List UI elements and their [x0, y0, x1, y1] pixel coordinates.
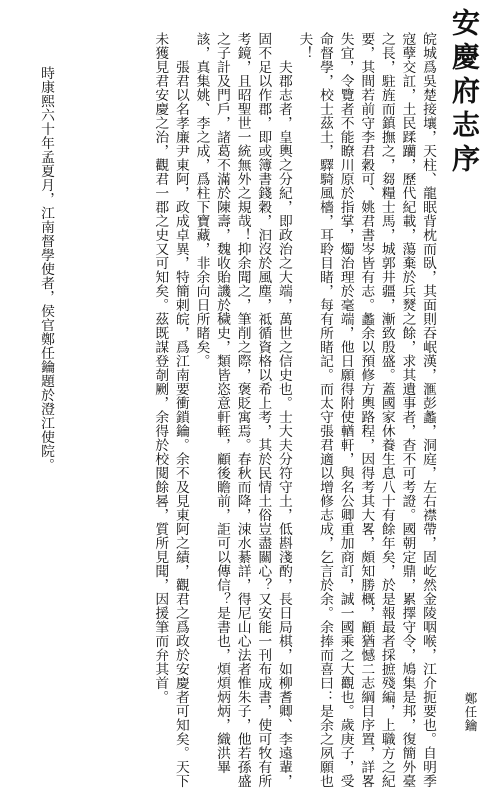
preface-body — [0, 32, 438, 800]
document-title: 安慶府志序 — [448, 8, 481, 178]
paragraph-2: 夫郡志者，皇輿之分紀，即政治之大端，萬世之信史也。士大夫分符守土，低斟淺酌，長日局棋，如柳耆卿、李遠輩，固不足以作郡，即或簿書錢穀，汩沒於風塵，祗循資格以希上考，其於民情土俗豈盡關心？又安能一刊布成書，使可牧有所考鏡，且昭聖世一統無外之規哉！抑余聞之，筆削之際，褒貶寓焉。春秋而降，涑水綦詳，得尼山心法者惟朱子，他若孫盛之子計及門戶，諸葛不滿於陳壽，魏收貽譏於穢史，類皆恣意軒輊，顧後瞻前，詎可以傳信？是書也，煩煩炳炳，織洪畢該，真集姚、李之成，爲柱下寶藏，非余向日所睹矣。 — [193, 32, 292, 788]
author-name: 鄭任鑰 — [463, 692, 478, 733]
date-signature-line: 時康熙六十年孟夏月，江南督學使者，侯官鄭任鑰題於澄江使院。 — [38, 66, 54, 472]
paragraph-1: 皖城爲吳楚接壤，天柱、龍眠背枕而臥，其面則吞岷漢，滙彭蠡，洞庭，左右襟帶，固屹然金陵咽喉，江介扼要也。自明季寇孽交訌，土民蹂躪，歷代紀載，蕩棄於兵燹之餘，求其遺事者，杳不可考證。國朝定鼎，累擇守令，鳩集是邦，復簡外臺之長，駐旌而鎮撫之，芻糧士馬，城郭井疆，漸致殷盛。蓋國家休養生息八十有餘年矣，於是報最者採摭殘編，上職方之紀要，其間若前守李君穀可、姚君書岑皆有志。蠡余以預修方輿路程，因得考其大畧，頗知勝概，顧猶憾二志綱目序置，詳畧失宜，令覽者不能瞭川原於指掌，燭治理於毫端，他日願得附使輶軒，與名公卿重加商訂，誠一國乘之大觀也。歲庚子，受命督學，校士茲土，驛騎風檣，耳聆目睹，每有所睹記。而太守張君適以增修志成，乞言於余。余捧而喜曰：是余之夙願也夫！ — [296, 32, 436, 788]
paragraph-3: 張君以名孝廉尹東阿，政成卓異，特簡剌皖，爲江南要衝鎖鑰。余不及見東阿之績，觀君之爲政於安慶者可知矣。天下未獲見君安慶之治，觀君一郡之史又可知矣。茲既謀登剞劂，余得於校閱餘晷，質所見聞，因援筆而弁其首。 — [152, 32, 189, 788]
